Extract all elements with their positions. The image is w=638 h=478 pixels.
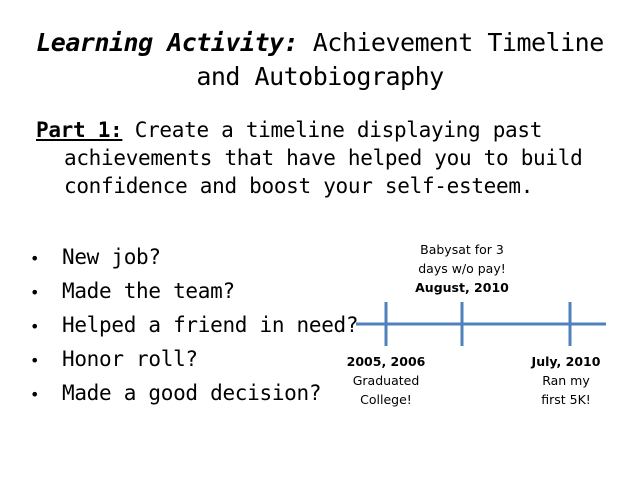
event-date: 2005, 2006 xyxy=(346,354,426,369)
title-rest: Achievement Timeline xyxy=(298,28,604,57)
bullet-icon: • xyxy=(30,249,40,268)
bullet-icon: • xyxy=(30,283,40,302)
event-date: July, 2010 xyxy=(531,354,601,369)
part1-text: Create a timeline displaying past achievements that have helped you to build confidence and boost your self-esteem. xyxy=(64,118,583,198)
event-desc: Ran my xyxy=(542,373,590,388)
event-date: August, 2010 xyxy=(415,280,509,295)
part1-label: Part 1: xyxy=(36,118,123,142)
event-desc: College! xyxy=(360,392,412,407)
event-desc: days w/o pay! xyxy=(418,261,506,276)
bullet-text: Honor roll? xyxy=(62,347,198,371)
bullet-text: Helped a friend in need? xyxy=(62,313,359,337)
title-bold: Learning Activity: xyxy=(36,28,299,57)
bullet-text: New job? xyxy=(62,245,161,269)
bullet-text: Made a good decision? xyxy=(62,381,322,405)
bullet-icon: • xyxy=(30,385,40,404)
event-desc: first 5K! xyxy=(541,392,591,407)
event-desc: Graduated xyxy=(352,373,420,388)
bullet-icon: • xyxy=(30,317,40,336)
timeline-event-babysat xyxy=(398,240,526,297)
bullet-icon: • xyxy=(30,351,40,370)
event-desc: Babysat for 3 xyxy=(420,242,504,257)
timeline-event-5k xyxy=(516,352,616,409)
bullet-text: Made the team? xyxy=(62,279,235,303)
timeline-event-graduated xyxy=(336,352,436,409)
title-line2: and Autobiography xyxy=(196,62,444,91)
